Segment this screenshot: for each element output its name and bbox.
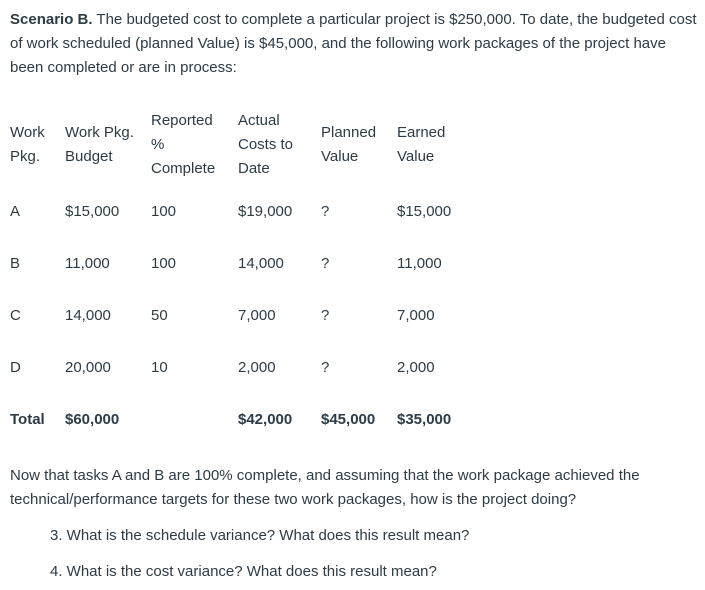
cell-pkg: C bbox=[10, 307, 21, 324]
header-work-pkg: Work Pkg. bbox=[10, 124, 45, 165]
table-row bbox=[6, 290, 461, 342]
table-row bbox=[6, 186, 461, 238]
cell-actual: 2,000 bbox=[238, 359, 276, 376]
total-planned: $45,000 bbox=[321, 411, 376, 428]
cell-earned: $15,000 bbox=[397, 203, 452, 220]
cell-pkg: A bbox=[10, 203, 21, 220]
cell-pkg: D bbox=[10, 359, 21, 376]
cell-budget: 14,000 bbox=[65, 307, 111, 324]
intro-text: The budgeted cost to complete a particular project is $250,000. To date, the budgeted cost of work scheduled (planned Value) is $45,000, and the following work packages of the project have been completed or are in process: bbox=[10, 11, 697, 76]
cell-earned: 11,000 bbox=[397, 255, 442, 272]
cell-complete: 100 bbox=[151, 255, 177, 272]
header-actual-costs: Actual Costs to Date bbox=[238, 112, 294, 177]
total-complete bbox=[147, 394, 234, 446]
cell-planned: ? bbox=[321, 359, 330, 376]
cell-earned: 7,000 bbox=[397, 307, 435, 324]
cell-actual: 7,000 bbox=[238, 307, 276, 324]
cell-planned: ? bbox=[321, 203, 330, 220]
cell-actual: $19,000 bbox=[238, 203, 293, 220]
cell-complete: 50 bbox=[151, 307, 168, 324]
cell-planned: ? bbox=[321, 255, 330, 272]
cell-planned: ? bbox=[321, 307, 330, 324]
total-label: Total bbox=[10, 411, 45, 428]
table-row bbox=[6, 342, 461, 394]
cell-budget: 20,000 bbox=[65, 359, 111, 376]
cell-budget: 11,000 bbox=[65, 255, 110, 272]
cell-pkg: B bbox=[10, 255, 21, 272]
question-3: 3. What is the schedule variance? What does this result mean? bbox=[50, 527, 470, 544]
total-budget: $60,000 bbox=[65, 411, 120, 428]
outro-paragraph: Now that tasks A and B are 100% complete, and assuming that the work package achieved the technical/performance targets for these two work packages, how is the project doing? bbox=[10, 467, 640, 508]
total-earned: $35,000 bbox=[397, 411, 452, 428]
cell-earned: 2,000 bbox=[397, 359, 435, 376]
intro-paragraph bbox=[10, 8, 700, 80]
table-total-row bbox=[6, 394, 461, 446]
cell-budget: $15,000 bbox=[65, 203, 120, 220]
scenario-label: Scenario B. bbox=[10, 11, 93, 28]
table-header-row bbox=[6, 104, 461, 186]
cell-actual: 14,000 bbox=[238, 255, 284, 272]
header-earned-value: Earned Value bbox=[397, 124, 446, 165]
cell-complete: 10 bbox=[151, 359, 168, 376]
work-package-table bbox=[6, 104, 461, 446]
question-4: 4. What is the cost variance? What does this result mean? bbox=[50, 563, 437, 580]
header-reported-complete: Reported % Complete bbox=[151, 112, 216, 177]
header-planned-value: Planned Value bbox=[321, 124, 377, 165]
header-work-pkg-budget: Work Pkg. Budget bbox=[65, 124, 134, 165]
cell-complete: 100 bbox=[151, 203, 177, 220]
table-row bbox=[6, 238, 461, 290]
total-actual: $42,000 bbox=[238, 411, 293, 428]
